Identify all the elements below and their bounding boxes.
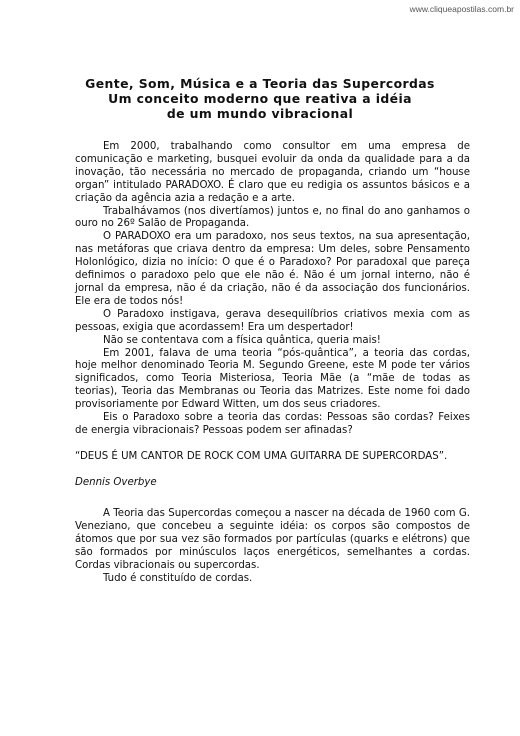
- paragraph-2: Trabalhávamos (nos divertíamos) juntos e, no final do ano ganhamos o ouro no 26º Salão de Propaganda.: [75, 205, 470, 230]
- paragraph-5: Não se contentava com a física quântica, queria mais!: [103, 334, 381, 346]
- quote: “DEUS É UM CANTOR DE ROCK COM UMA GUITARRA DE SUPERCORDAS”.: [75, 450, 448, 462]
- article-body: [75, 141, 470, 586]
- paragraph-7: Eis o Paradoxo sobre a teoria das cordas: Pessoas são cordas? Feixes de energia vibracionais? Pessoas podem ser afinadas?: [75, 412, 470, 436]
- paragraph-6: Em 2001, falava de uma teoria “pós-quântica”, a teoria das cordas, hoje melhor denominado Teoria M. Segundo Greene, este M pode ter vários significados, como Teoria Misteriosa, Teoria Mãe (a “mãe de todas as teorias), Teoria das Membranas ou Teoria das Matrizes. Este nome foi dado provisoriamente por Edward Witten, um dos seus criadores.: [75, 347, 470, 411]
- article-title: [0, 76, 520, 122]
- paragraph-1: Em 2000, trabalhando como consultor em uma empresa de comunicação e marketing, busquei evoluir da onda da qualidade para a da inovação, tão necessária no mercado de propaganda, criando um “house organ” intitulado PARADOXO. É claro que eu redigia os assuntos básicos e a criação da agência azia a redação e a arte.: [75, 141, 470, 204]
- quote-author: Dennis Overbye: [75, 476, 157, 488]
- paragraph-8: A Teoria das Supercordas começou a nascer na década de 1960 com G. Veneziano, que concebeu a seguinte idéia: os corpos são compostos de átomos que por sua vez são formados por partículas (quarks e elétrons) que são formados por minúsculos laços energéticos, semelhantes a cordas. Cordas vibracionais ou supercordas.: [75, 508, 470, 572]
- site-watermark: www.cliqueapostilas.com.br: [409, 4, 514, 14]
- paragraph-3: O PARADOXO era um paradoxo, nos seus textos, na sua apresentação, nas metáforas que criava dentro da empresa: Um deles, sobre Pensamento Holonlógico, dizia no início: O que é o Paradoxo? Por paradoxal que pareça definimos o paradoxo pelo que ele não é. Não é um jornal interno, não é jornal da empresa, não é da criação, não é da associação dos funcionários. Ele era de todos nós!: [75, 231, 470, 307]
- paragraph-9: Tudo é constituído de cordas.: [103, 572, 253, 584]
- title-line-1: Gente, Som, Música e a Teoria das Supercordas: [85, 76, 435, 91]
- title-line-2: Um conceito moderno que reativa a idéia: [108, 91, 412, 107]
- paragraph-4: O Paradoxo instigava, gerava desequilíbrios criativos mexia com as pessoas, exigia que acordassem! Era um despertador!: [75, 308, 470, 333]
- title-line-3: de um mundo vibracional: [166, 106, 354, 122]
